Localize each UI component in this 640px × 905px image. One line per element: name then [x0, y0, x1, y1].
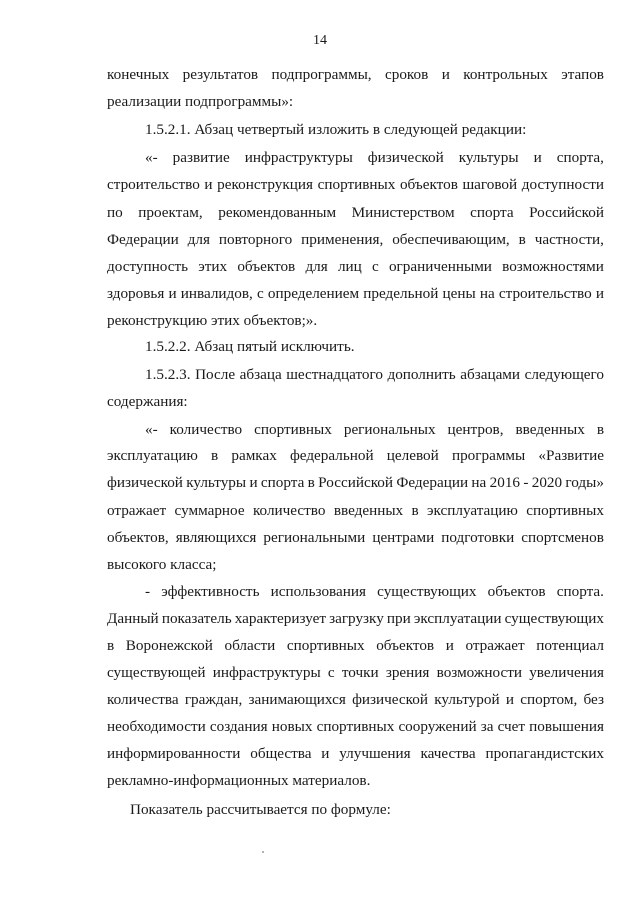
text-line	[107, 610, 604, 628]
word: физической	[107, 474, 183, 491]
word: эксплуатации	[413, 610, 502, 627]
text-line	[107, 474, 604, 492]
word: для	[187, 231, 210, 248]
word: 1.5.2.3.	[145, 366, 191, 383]
word: «Развитие	[538, 447, 604, 464]
word: лиц	[337, 258, 362, 275]
word: -	[145, 583, 151, 600]
text-line	[107, 66, 604, 84]
word: спортивных	[526, 502, 604, 519]
text-line	[107, 204, 604, 222]
word: эксплуатацию	[107, 447, 198, 464]
word: и	[441, 66, 450, 83]
word: частности,	[534, 231, 604, 248]
word: повышения	[529, 718, 604, 735]
word: создания	[209, 718, 268, 735]
word: отражает	[465, 637, 525, 654]
word: обеспечивающим,	[392, 231, 510, 248]
word: и	[321, 745, 330, 762]
word: определением	[267, 285, 360, 302]
word: счет	[497, 718, 526, 735]
word: После	[195, 366, 236, 383]
word: контрольных	[463, 66, 548, 83]
word: спорта,	[556, 149, 604, 166]
word: 2016	[489, 474, 520, 491]
text-line: Показатель рассчитывается по формуле:	[130, 801, 391, 818]
word: загрузку	[329, 610, 384, 627]
word: ограниченными	[388, 258, 492, 275]
word: без	[583, 691, 604, 708]
word: граждан,	[184, 691, 243, 708]
word: абзацами	[460, 366, 521, 383]
page-number: 14	[313, 33, 327, 48]
text-line	[107, 176, 604, 194]
word: возможностями	[502, 258, 604, 275]
word: спорта	[260, 474, 305, 491]
word: Российской	[318, 474, 394, 491]
word: и	[533, 149, 542, 166]
word: инфраструктуры	[244, 149, 353, 166]
text-line	[107, 691, 604, 709]
word: спортом,	[520, 691, 578, 708]
text-line	[107, 664, 604, 682]
word: объектов	[237, 258, 296, 275]
word: улучшения	[339, 745, 411, 762]
word: региональных	[343, 421, 436, 438]
word: введенных	[515, 421, 585, 438]
word: строительство	[498, 285, 592, 302]
word: в	[107, 637, 115, 654]
word: спортивных	[316, 718, 395, 735]
word: количество	[169, 421, 243, 438]
word: культуры	[186, 474, 247, 491]
word: спортивных	[254, 421, 332, 438]
text-line	[107, 231, 604, 249]
word: спортивных	[317, 176, 396, 193]
word: дополнить	[387, 366, 456, 383]
word: подготовки	[441, 529, 515, 546]
word: предельной	[363, 285, 439, 302]
word: цены	[442, 285, 476, 302]
word: на	[479, 285, 495, 302]
word: с	[327, 664, 335, 681]
word: и	[168, 285, 177, 302]
word: при	[386, 610, 411, 627]
word: шестнадцатого	[286, 366, 383, 383]
word: в	[211, 447, 219, 464]
text-line	[145, 421, 604, 439]
word: здоровья	[107, 285, 165, 302]
word: -	[523, 474, 529, 491]
word: рамках	[231, 447, 277, 464]
word: конечных	[107, 66, 170, 83]
word: существующей	[107, 664, 206, 681]
text-line: рекламно-информационных материалов.	[107, 772, 371, 789]
word: отражает	[107, 502, 167, 519]
text-line	[107, 447, 604, 465]
word: спорта	[470, 204, 514, 221]
word: спорта.	[556, 583, 604, 600]
word: этапов	[561, 66, 604, 83]
word: и	[249, 474, 258, 491]
word: доступность	[107, 258, 189, 275]
word: объектов	[487, 583, 546, 600]
section-heading	[145, 366, 604, 384]
word: эффективность	[161, 583, 260, 600]
word: занимающихся	[248, 691, 346, 708]
word: повторного	[218, 231, 293, 248]
word: существующих	[377, 583, 477, 600]
word: культурой	[434, 691, 500, 708]
text-line	[145, 149, 604, 167]
word: в	[596, 421, 604, 438]
text-line	[107, 502, 604, 520]
word: «-	[145, 149, 158, 166]
word: объектов	[376, 637, 435, 654]
text-line	[107, 637, 604, 655]
scan-speck	[262, 851, 264, 853]
text-line	[107, 718, 604, 736]
word: центрами	[372, 529, 435, 546]
word: федеральной	[289, 447, 374, 464]
section-heading: 1.5.2.1. Абзац четвертый изложить в следующей редакции:	[145, 121, 527, 138]
word: пропагандистских	[485, 745, 604, 762]
word: общества	[250, 745, 312, 762]
word: использования	[270, 583, 367, 600]
word: спортсменов	[521, 529, 604, 546]
section-heading: 1.5.2.2. Абзац пятый исключить.	[145, 338, 355, 355]
word: инфраструктуры	[212, 664, 321, 681]
word: сроков	[385, 66, 429, 83]
word: 2020	[531, 474, 563, 491]
word: проектам,	[138, 204, 203, 221]
word: этих	[198, 258, 228, 275]
word: суммарное	[174, 502, 245, 519]
word: в	[518, 231, 526, 248]
word: целевой	[386, 447, 439, 464]
word: возможности	[436, 664, 522, 681]
word: строительство	[107, 176, 200, 193]
word: абзаца	[239, 366, 282, 383]
word: рекомендованным	[218, 204, 337, 221]
word: культуры	[458, 149, 519, 166]
word: применения,	[301, 231, 384, 248]
word: объектов	[399, 176, 458, 193]
word: в	[307, 474, 315, 491]
word: доступности	[521, 176, 604, 193]
word: качества	[420, 745, 476, 762]
word: необходимости	[107, 718, 206, 735]
word: с	[257, 285, 264, 302]
word: Воронежской	[125, 637, 213, 654]
text-line: реализации подпрограммы»:	[107, 93, 294, 110]
word: и	[204, 176, 213, 193]
word: в	[411, 502, 419, 519]
word: потенциал	[536, 637, 604, 654]
word: введенных	[333, 502, 404, 519]
word: показатель	[161, 610, 232, 627]
word: физической	[352, 691, 428, 708]
word: по	[107, 204, 123, 221]
word: спортивных	[286, 637, 365, 654]
word: характеризует	[234, 610, 326, 627]
text-line	[107, 745, 604, 763]
word: для	[305, 258, 328, 275]
word: количество	[252, 502, 326, 519]
word: и	[445, 637, 454, 654]
text-line	[107, 285, 604, 303]
word: Федерации	[396, 474, 469, 491]
word: зрения	[385, 664, 430, 681]
word: центров,	[447, 421, 504, 438]
word: развитие	[172, 149, 230, 166]
text-line: содержания:	[107, 393, 188, 410]
word: количества	[107, 691, 179, 708]
word: Данный	[107, 610, 159, 627]
word: и	[595, 285, 604, 302]
word: Российской	[529, 204, 604, 221]
word: существующих	[504, 610, 604, 627]
word: объектов,	[107, 529, 169, 546]
text-line: реконструкцию этих объектов;».	[107, 312, 318, 329]
word: точки	[341, 664, 379, 681]
text-line	[145, 583, 604, 601]
word: шаговой	[462, 176, 518, 193]
text-line	[107, 529, 604, 547]
word: реконструкция	[217, 176, 314, 193]
word: «-	[145, 421, 158, 438]
word: подпрограммы,	[271, 66, 372, 83]
word: Федерации	[107, 231, 179, 248]
word: увеличения	[529, 664, 604, 681]
word: следующего	[524, 366, 604, 383]
word: физической	[367, 149, 444, 166]
word: являющихся	[175, 529, 257, 546]
word: на	[471, 474, 487, 491]
word: инвалидов,	[180, 285, 253, 302]
word: с	[371, 258, 379, 275]
word: и	[505, 691, 515, 708]
word: за	[480, 718, 494, 735]
word: эксплуатацию	[427, 502, 518, 519]
word: информированности	[107, 745, 241, 762]
word: годы»	[565, 474, 604, 491]
word: региональными	[263, 529, 366, 546]
word: Министерством	[351, 204, 455, 221]
word: сооружений	[398, 718, 477, 735]
word: результатов	[182, 66, 259, 83]
text-line: высокого класса;	[107, 556, 217, 573]
text-line	[107, 258, 604, 276]
word: новых	[271, 718, 313, 735]
word: области	[224, 637, 276, 654]
word: программы	[451, 447, 526, 464]
